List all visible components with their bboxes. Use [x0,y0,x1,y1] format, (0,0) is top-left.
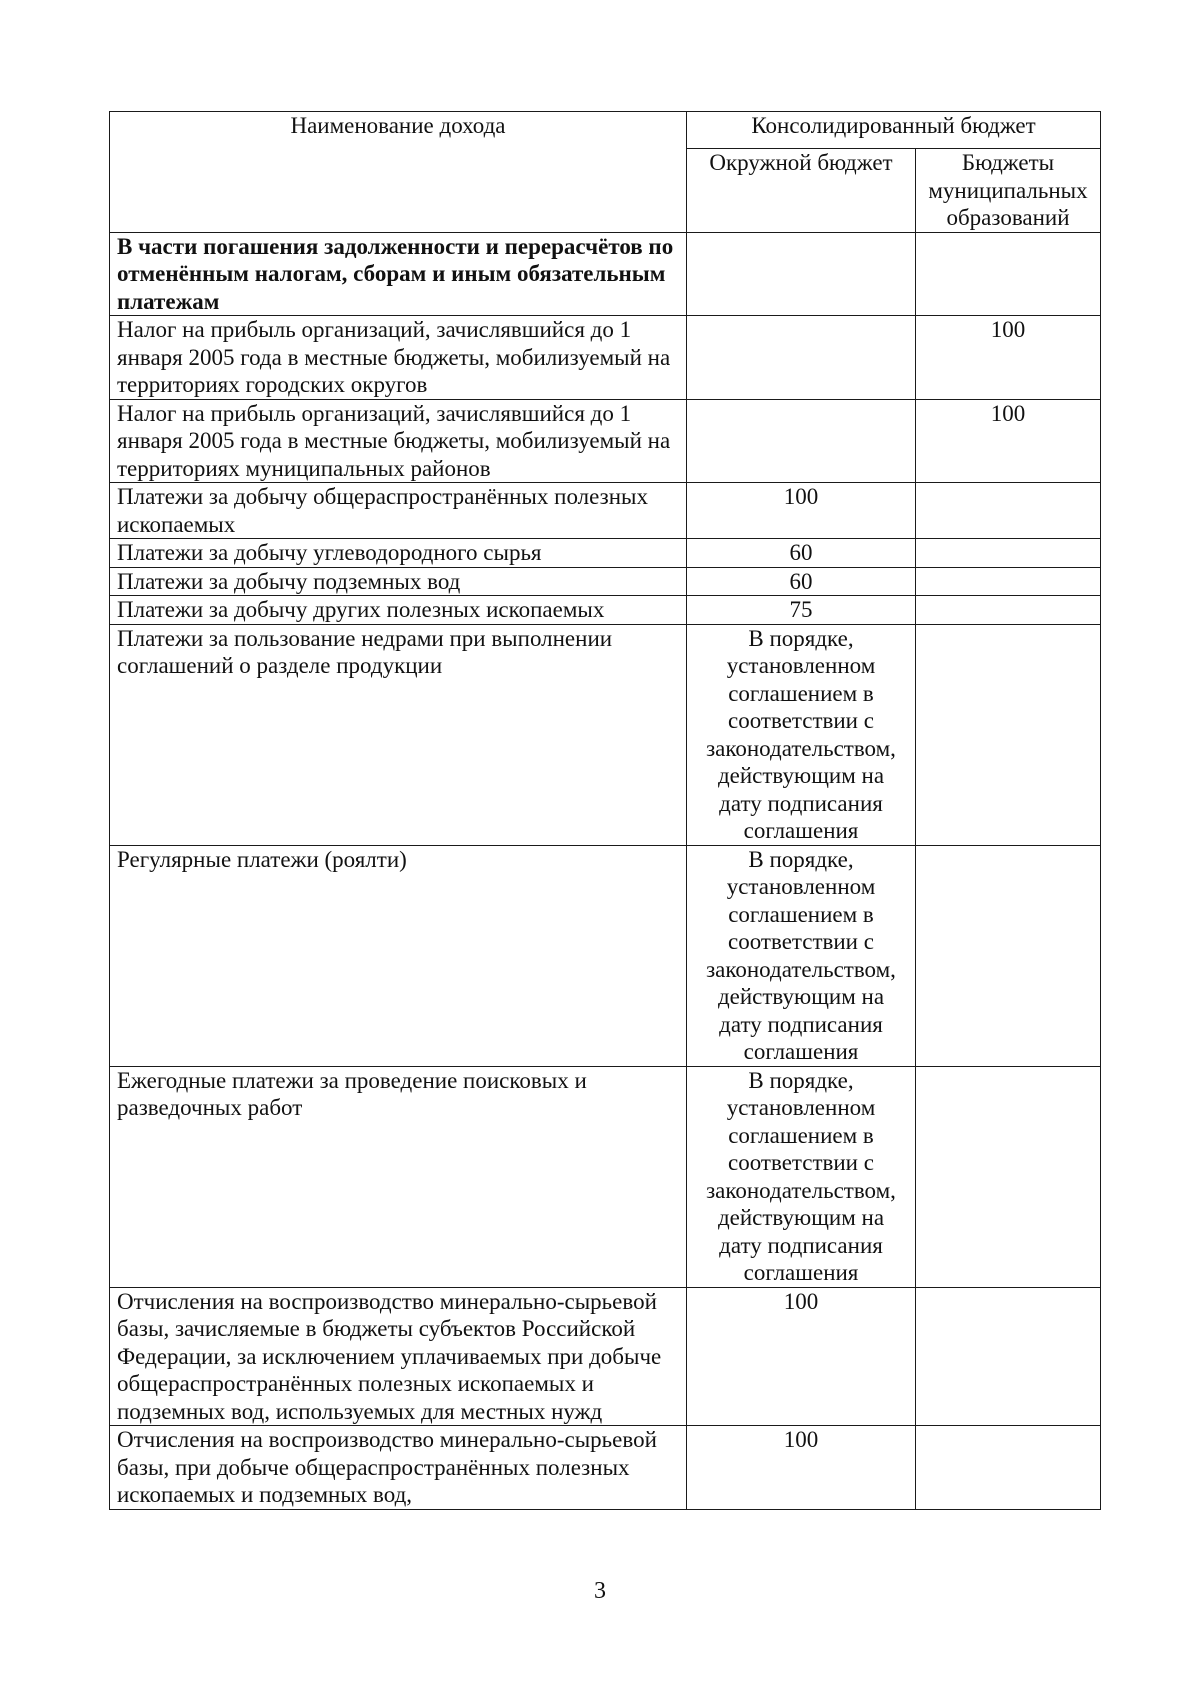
table-row [110,845,1101,1066]
municipal-budget-cell: 100 [916,399,1101,483]
section-heading-cell: В части погашения задолженности и перерасчётов по отменённым налогам, сборам и иным обязательным платежам [110,232,687,316]
municipal-budget-cell [916,1066,1101,1287]
district-budget-cell: 60 [687,567,916,596]
income-name-cell: Платежи за добычу подземных вод [110,567,687,596]
district-budget-cell [687,316,916,400]
table-row [110,316,1101,400]
district-budget-cell: В порядке, установленном соглашением в соответствии с законодательством, действующим на дату подписания соглашения [687,845,916,1066]
header-consolidated-budget: Консолидированный бюджет [687,112,1101,149]
table-row [110,596,1101,625]
municipal-budget-cell [916,539,1101,568]
municipal-budget-cell [916,624,1101,845]
income-name-cell: Отчисления на воспроизводство минерально-сырьевой базы, при добыче общераспространённых полезных ископаемых и подземных вод, [110,1426,687,1510]
income-name-cell: Платежи за добычу общераспространённых полезных ископаемых [110,483,687,539]
header-row-group [110,112,1101,149]
income-name-cell: Налог на прибыль организаций, зачислявшийся до 1 января 2005 года в местные бюджеты, мобилизуемый на территориях муниципальных районов [110,399,687,483]
municipal-budget-cell [916,596,1101,625]
table-row [110,232,1101,316]
municipal-budget-cell [916,483,1101,539]
municipal-budget-cell [916,567,1101,596]
income-name-cell: Платежи за добычу других полезных ископаемых [110,596,687,625]
table-row [110,483,1101,539]
header-income-name: Наименование дохода [110,112,687,233]
income-name-cell: Отчисления на воспроизводство минерально-сырьевой базы, зачисляемые в бюджеты субъектов Российской Федерации, за исключением уплачиваемых при добыче общераспространённых полезных ископаемых и подземных вод, используемых для местных нужд [110,1287,687,1426]
municipal-budget-cell [916,232,1101,316]
income-name-cell: Платежи за добычу углеводородного сырья [110,539,687,568]
table-body [110,232,1101,1509]
district-budget-cell: 100 [687,1426,916,1510]
municipal-budget-cell [916,1287,1101,1426]
district-budget-cell: 60 [687,539,916,568]
header-district-budget: Окружной бюджет [687,149,916,233]
income-name-cell: Ежегодные платежи за проведение поисковых и разведочных работ [110,1066,687,1287]
table-row [110,399,1101,483]
table-row [110,1426,1101,1510]
municipal-budget-cell [916,1426,1101,1510]
municipal-budget-cell: 100 [916,316,1101,400]
income-name-cell: Регулярные платежи (роялти) [110,845,687,1066]
table-row [110,1287,1101,1426]
district-budget-cell [687,232,916,316]
page-number: 3 [594,1578,606,1604]
district-budget-cell [687,399,916,483]
table-row [110,624,1101,845]
header-municipal-budgets: Бюджеты муниципальных образований [916,149,1101,233]
income-name-cell: Платежи за пользование недрами при выполнении соглашений о разделе продукции [110,624,687,845]
table-row [110,539,1101,568]
district-budget-cell: 75 [687,596,916,625]
district-budget-cell: 100 [687,1287,916,1426]
municipal-budget-cell [916,845,1101,1066]
district-budget-cell: В порядке, установленном соглашением в соответствии с законодательством, действующим на дату подписания соглашения [687,1066,916,1287]
table-row [110,567,1101,596]
district-budget-cell: В порядке, установленном соглашением в соответствии с законодательством, действующим на дату подписания соглашения [687,624,916,845]
district-budget-cell: 100 [687,483,916,539]
table-row [110,1066,1101,1287]
income-name-cell: Налог на прибыль организаций, зачислявшийся до 1 января 2005 года в местные бюджеты, мобилизуемый на территориях городских округов [110,316,687,400]
revenue-distribution-table [109,111,1101,1510]
